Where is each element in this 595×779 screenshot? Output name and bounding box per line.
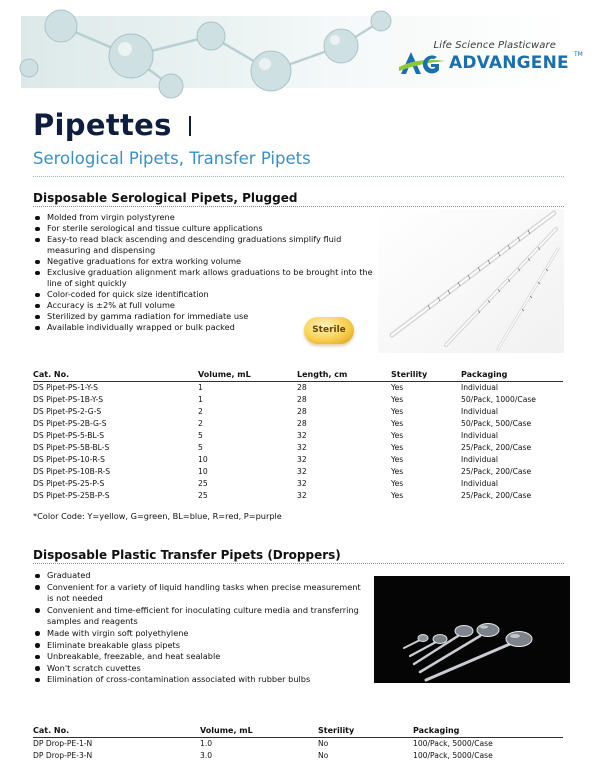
transfer-feature-list bbox=[33, 570, 363, 686]
molecule-graphic bbox=[21, 16, 401, 88]
table-cell: No bbox=[318, 750, 329, 760]
list-item: Accuracy is ±2% at full volume bbox=[33, 300, 378, 311]
column-header: Packaging bbox=[461, 367, 563, 381]
table-cell: Yes bbox=[391, 430, 404, 440]
table-cell: 28 bbox=[297, 382, 307, 392]
table-cell: DS Pipet-PS-25B-P-S bbox=[33, 490, 110, 500]
list-item: Color-coded for quick size identification bbox=[33, 289, 378, 300]
list-item: Made with virgin soft polyethylene bbox=[33, 628, 363, 640]
table-row bbox=[33, 737, 563, 749]
list-item: Molded from virgin polystyrene bbox=[33, 212, 378, 223]
column-header: Volume, mL bbox=[198, 367, 297, 381]
table-cell: DS Pipet-PS-1B-Y-S bbox=[33, 394, 104, 404]
sterile-badge bbox=[304, 317, 354, 344]
table-cell: Individual bbox=[461, 406, 498, 416]
table-cell: 10 bbox=[198, 466, 208, 476]
table-cell: Yes bbox=[391, 490, 404, 500]
table-cell: 25 bbox=[198, 478, 208, 488]
serological-heading: Disposable Serological Pipets, Plugged bbox=[33, 191, 298, 205]
table-cell: Yes bbox=[391, 466, 404, 476]
table-row bbox=[33, 749, 563, 761]
table-cell: DS Pipet-PS-5-BL-S bbox=[33, 430, 105, 440]
table-cell: 32 bbox=[297, 466, 307, 476]
column-header: Sterility bbox=[391, 367, 461, 381]
list-item: Exclusive graduation alignment mark allows graduations to be brought into the line of sight quickly bbox=[33, 267, 378, 289]
color-code-note: *Color Code: Y=yellow, G=green, BL=blue, R=red, P=purple bbox=[33, 511, 282, 521]
list-item: Unbreakable, freezable, and heat sealable bbox=[33, 651, 363, 663]
list-item: Available individually wrapped or bulk packed bbox=[33, 322, 378, 333]
serological-feature-list bbox=[33, 212, 378, 333]
serological-rule bbox=[33, 206, 564, 207]
table-cell: DS Pipet-PS-5B-BL-S bbox=[33, 442, 110, 452]
table-cell: 3.0 bbox=[200, 750, 213, 760]
page-title: Pipettes bbox=[33, 108, 172, 142]
table-cell: 32 bbox=[297, 454, 307, 464]
table-row bbox=[33, 405, 563, 417]
list-item: Negative graduations for extra working volume bbox=[33, 256, 378, 267]
table-cell: 100/Pack, 5000/Case bbox=[413, 750, 493, 760]
table-row bbox=[33, 465, 563, 477]
column-header: Volume, mL bbox=[200, 723, 318, 737]
page-subtitle: Serological Pipets, Transfer Pipets bbox=[33, 149, 311, 168]
table-row bbox=[33, 429, 563, 441]
list-item: Convenient for a variety of liquid handling tasks when precise measurement is not needed bbox=[33, 582, 363, 605]
table-cell: 32 bbox=[297, 478, 307, 488]
serological-pipet-photo bbox=[378, 209, 564, 353]
table-row bbox=[33, 441, 563, 453]
transfer-product-table bbox=[33, 723, 563, 761]
table-cell: 25 bbox=[198, 490, 208, 500]
table-cell: Yes bbox=[391, 382, 404, 392]
list-item: Convenient and time-efficient for inoculating culture media and transferring samples and reagents bbox=[33, 605, 363, 628]
list-item: Elimination of cross-contamination associated with rubber bulbs bbox=[33, 674, 363, 686]
subtitle-rule bbox=[33, 176, 564, 177]
table-cell: DS Pipet-PS-2-G-S bbox=[33, 406, 102, 416]
table-cell: 28 bbox=[297, 406, 307, 416]
header-banner bbox=[21, 16, 583, 88]
table-cell: DS Pipet-PS-1-Y-S bbox=[33, 382, 98, 392]
table-cell: Yes bbox=[391, 406, 404, 416]
transfer-pipet-photo bbox=[374, 576, 570, 683]
title-divider bbox=[189, 116, 191, 136]
table-cell: Individual bbox=[461, 382, 498, 392]
table-row bbox=[33, 417, 563, 429]
table-header-row bbox=[33, 723, 563, 737]
table-cell: Individual bbox=[461, 454, 498, 464]
table-cell: 25/Pack, 200/Case bbox=[461, 466, 532, 476]
table-header-row bbox=[33, 367, 563, 381]
table-row bbox=[33, 381, 563, 393]
table-cell: 100/Pack, 5000/Case bbox=[413, 738, 493, 748]
table-cell: 1.0 bbox=[200, 738, 213, 748]
table-cell: Yes bbox=[391, 418, 404, 428]
column-header: Length, cm bbox=[297, 367, 391, 381]
list-item: Easy-to read black ascending and descending graduations simplify fluid measuring and dispensing bbox=[33, 234, 378, 256]
table-cell: 2 bbox=[198, 418, 203, 428]
column-header: Cat. No. bbox=[33, 367, 198, 381]
list-item: Eliminate breakable glass pipets bbox=[33, 640, 363, 652]
table-cell: 28 bbox=[297, 418, 307, 428]
table-cell: 50/Pack, 500/Case bbox=[461, 418, 532, 428]
column-header: Packaging bbox=[413, 723, 563, 737]
list-item: Won't scratch cuvettes bbox=[33, 663, 363, 675]
table-cell: 5 bbox=[198, 430, 203, 440]
table-cell: 10 bbox=[198, 454, 208, 464]
transfer-rule bbox=[33, 563, 564, 564]
table-cell: 25/Pack, 200/Case bbox=[461, 442, 532, 452]
table-cell: DS Pipet-PS-2B-G-S bbox=[33, 418, 107, 428]
table-cell: Yes bbox=[391, 454, 404, 464]
table-cell: 25/Pack, 200/Case bbox=[461, 490, 532, 500]
list-item: Graduated bbox=[33, 570, 363, 582]
transfer-heading: Disposable Plastic Transfer Pipets (Droppers) bbox=[33, 548, 341, 562]
table-cell: 1 bbox=[198, 382, 203, 392]
table-cell: Individual bbox=[461, 430, 498, 440]
table-cell: Individual bbox=[461, 478, 498, 488]
column-header: Cat. No. bbox=[33, 723, 200, 737]
logo-tagline: Life Science Plasticware bbox=[433, 40, 556, 51]
table-row bbox=[33, 477, 563, 489]
table-row bbox=[33, 453, 563, 465]
table-cell: Yes bbox=[391, 442, 404, 452]
table-cell: DS Pipet-PS-25-P-S bbox=[33, 478, 105, 488]
table-cell: DS Pipet-PS-10B-R-S bbox=[33, 466, 111, 476]
table-cell: 5 bbox=[198, 442, 203, 452]
table-cell: No bbox=[318, 738, 329, 748]
table-cell: DP Drop-PE-3-N bbox=[33, 750, 93, 760]
table-cell: DS Pipet-PS-10-R-S bbox=[33, 454, 105, 464]
advangene-logo-icon bbox=[399, 49, 447, 75]
serological-product-table bbox=[33, 367, 563, 501]
column-header: Sterility bbox=[318, 723, 413, 737]
table-cell: Yes bbox=[391, 478, 404, 488]
trademark-mark: TM bbox=[574, 51, 583, 58]
list-item: For sterile serological and tissue culture applications bbox=[33, 223, 378, 234]
table-cell: 32 bbox=[297, 430, 307, 440]
table-cell: 32 bbox=[297, 442, 307, 452]
sterile-badge-label: Sterile bbox=[312, 325, 346, 335]
table-cell: 50/Pack, 1000/Case bbox=[461, 394, 536, 404]
table-row bbox=[33, 489, 563, 501]
table-cell: DP Drop-PE-1-N bbox=[33, 738, 93, 748]
table-cell: 32 bbox=[297, 490, 307, 500]
table-cell: 1 bbox=[198, 394, 203, 404]
list-item: Sterilized by gamma radiation for immediate use bbox=[33, 311, 303, 322]
table-cell: Yes bbox=[391, 394, 404, 404]
table-row bbox=[33, 393, 563, 405]
table-cell: 28 bbox=[297, 394, 307, 404]
table-cell: 2 bbox=[198, 406, 203, 416]
logo-wordmark: ADVANGENE bbox=[449, 53, 569, 73]
